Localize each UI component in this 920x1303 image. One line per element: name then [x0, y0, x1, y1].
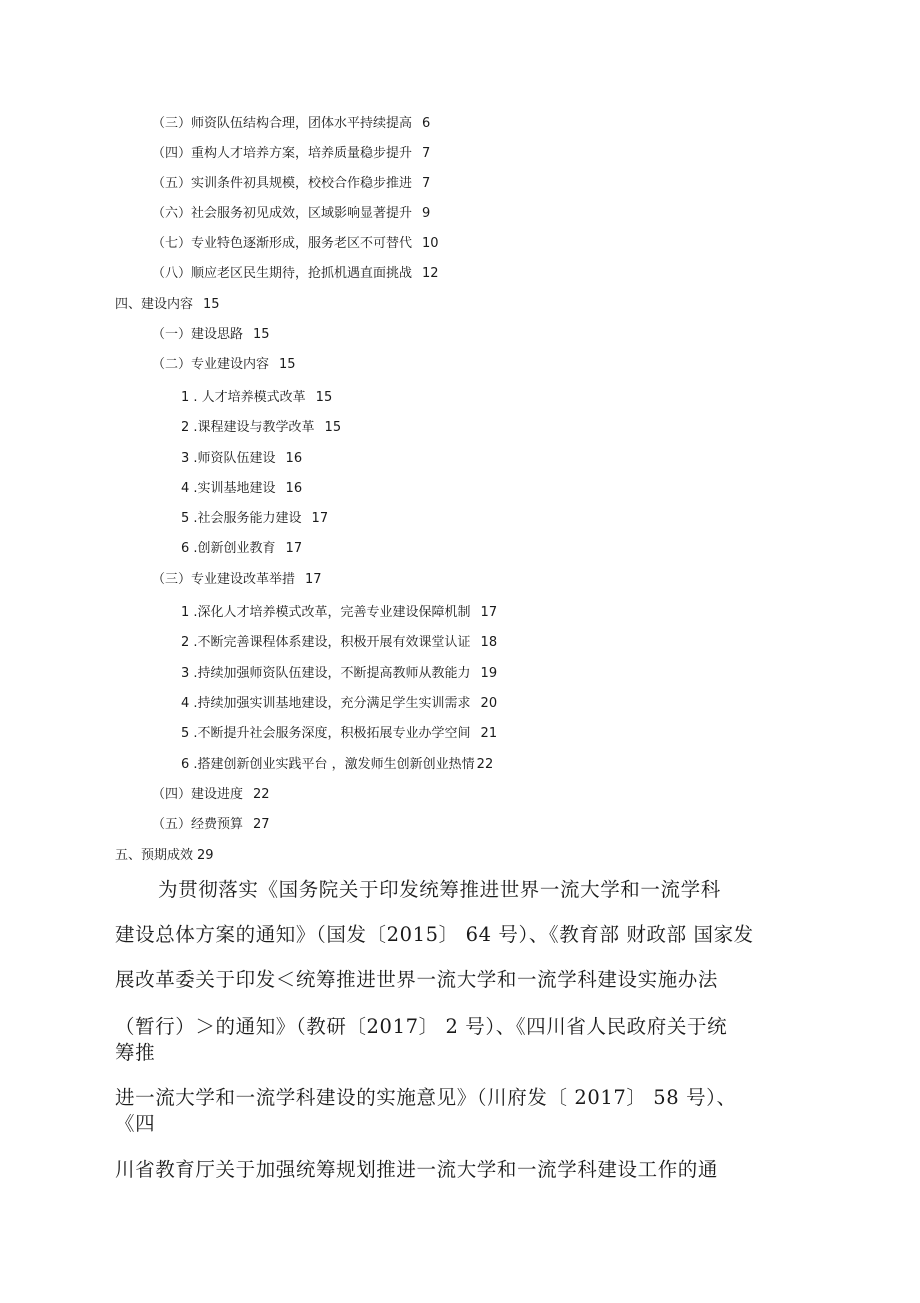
toc-entry — [181, 389, 332, 407]
toc-entry — [152, 145, 430, 163]
toc-page-number: 7 — [422, 146, 431, 161]
toc-title: （三）专业建设改革举措 — [152, 572, 296, 587]
toc-title: 1 . 人才培养模式改革 — [181, 390, 306, 405]
toc-title: 5 .不断提升社会服务深度，积极拓展专业办学空间 — [181, 726, 471, 741]
toc-entry — [181, 540, 302, 558]
toc-page-number: 7 — [422, 176, 431, 191]
toc-page-number: 15 — [315, 390, 333, 405]
toc-title: （五）实训条件初具规模，校校合作稳步推进 — [152, 176, 413, 191]
paragraph-line: 建设总体方案的通知》（国发〔2015〕 64 号）、《教育部 财政部 国家发 — [115, 923, 754, 946]
toc-title: （四）建设进度 — [152, 787, 244, 802]
toc-entry — [115, 847, 214, 865]
toc-entry — [152, 115, 430, 133]
toc-page-number: 18 — [480, 635, 498, 650]
toc-entry — [181, 510, 328, 528]
toc-page-number: 12 — [422, 266, 439, 281]
toc-entry — [181, 634, 497, 652]
toc-page-number: 6 — [422, 116, 431, 131]
toc-page-number: 20 — [480, 696, 498, 711]
toc-entry — [152, 205, 430, 223]
toc-entry — [152, 786, 270, 804]
toc-entry — [152, 571, 322, 589]
toc-title: 五、预期成效 — [115, 848, 194, 863]
toc-entry — [152, 356, 296, 374]
toc-page-number: 16 — [285, 481, 303, 496]
toc-title: 四、建设内容 — [115, 297, 194, 312]
toc-entry — [181, 419, 341, 437]
toc-title: 4 .实训基地建设 — [181, 481, 276, 496]
toc-entry — [181, 756, 493, 774]
toc-entry — [152, 175, 430, 193]
toc-entry — [181, 725, 497, 743]
toc-page-number: 17 — [480, 605, 498, 620]
toc-title: 1 .深化人才培养模式改革，完善专业建设保障机制 — [181, 605, 471, 620]
paragraph-line: 筹推 — [115, 1041, 156, 1064]
toc-entry — [152, 326, 270, 344]
toc-title: （二）专业建设内容 — [152, 357, 270, 372]
paragraph-line: （暂行）＞的通知》（教研〔2017〕 2 号）、《四川省人民政府关于统 — [115, 1015, 728, 1038]
toc-page-number: 16 — [285, 451, 303, 466]
toc-title: （七）专业特色逐渐形成，服务老区不可替代 — [152, 236, 413, 251]
toc-page-number: 21 — [480, 726, 498, 741]
toc-entry — [181, 480, 302, 498]
toc-page-number: 15 — [203, 297, 220, 312]
paragraph-line: 川省教育厅关于加强统筹规划推进一流大学和一流学科建设工作的通 — [115, 1158, 719, 1181]
toc-title: 2 .不断完善课程体系建设，积极开展有效课堂认证 — [181, 635, 471, 650]
toc-page-number: 15 — [279, 357, 296, 372]
toc-title: 5 .社会服务能力建设 — [181, 511, 302, 526]
toc-title: 3 .持续加强师资队伍建设，不断提高教师从教能力 — [181, 666, 471, 681]
toc-entry — [152, 265, 439, 283]
toc-title: （三）师资队伍结构合理，团体水平持续提高 — [152, 116, 413, 131]
toc-page-number: 29 — [197, 848, 214, 863]
toc-entry — [181, 450, 302, 468]
toc-title: 6 .搭建创新创业实践平台 ，激发师生创新创业热情 — [181, 757, 475, 772]
toc-title: 3 .师资队伍建设 — [181, 451, 276, 466]
toc-page-number: 17 — [311, 511, 329, 526]
toc-title: （五）经费预算 — [152, 817, 244, 832]
paragraph-line: 为贯彻落实《国务院关于印发统筹推进世界一流大学和一流学科 — [158, 878, 721, 901]
toc-entry — [152, 816, 270, 834]
toc-entry — [181, 604, 497, 622]
toc-page-number: 17 — [285, 541, 303, 556]
toc-page-number: 9 — [422, 206, 431, 221]
toc-title: 6 .创新创业教育 — [181, 541, 276, 556]
paragraph-line: 展改革委关于印发＜统筹推进世界一流大学和一流学科建设实施办法 — [115, 968, 719, 991]
toc-page-number: 15 — [324, 420, 342, 435]
toc-entry — [115, 296, 220, 314]
toc-title: （四）重构人才培养方案，培养质量稳步提升 — [152, 146, 413, 161]
toc-page-number: 15 — [253, 327, 270, 342]
toc-page-number: 22 — [253, 787, 270, 802]
paragraph-line: 进一流大学和一流学科建设的实施意见》（川府发〔 2017〕 58 号）、 — [115, 1086, 737, 1109]
toc-page-number: 27 — [253, 817, 270, 832]
paragraph-line: 《四 — [115, 1112, 156, 1135]
toc-page-number: 17 — [305, 572, 322, 587]
toc-page-number: 22 — [476, 757, 494, 772]
toc-page-number: 19 — [480, 666, 498, 681]
toc-title: （一）建设思路 — [152, 327, 244, 342]
toc-title: （六）社会服务初见成效，区域影响显著提升 — [152, 206, 413, 221]
toc-page-number: 10 — [422, 236, 439, 251]
toc-entry — [181, 665, 497, 683]
toc-entry — [181, 695, 497, 713]
toc-entry — [152, 235, 439, 253]
toc-title: 4 .持续加强实训基地建设，充分满足学生实训需求 — [181, 696, 471, 711]
toc-title: 2 .课程建设与教学改革 — [181, 420, 315, 435]
toc-title: （八）顺应老区民生期待，抢抓机遇直面挑战 — [152, 266, 413, 281]
